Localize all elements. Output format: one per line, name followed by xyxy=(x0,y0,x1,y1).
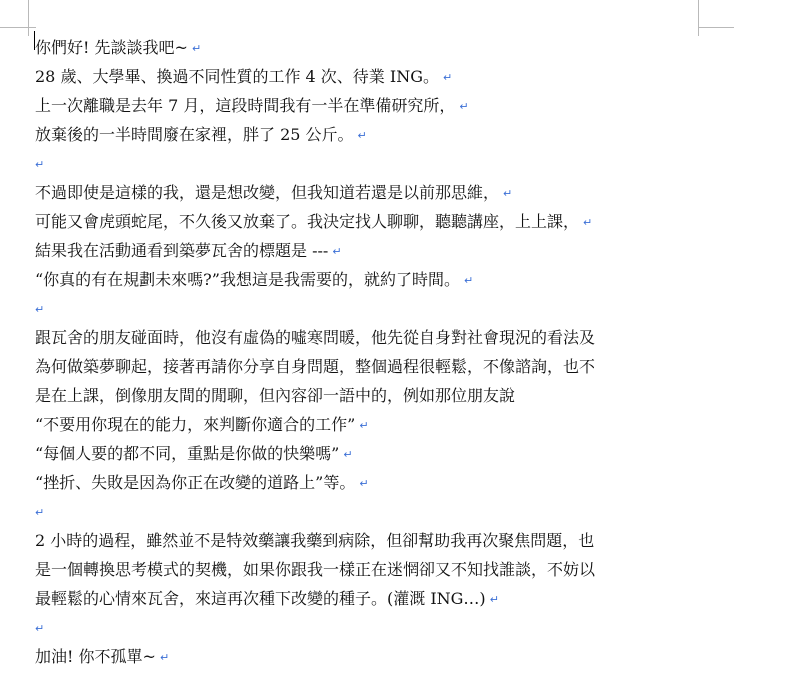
line-text: “不要用你現在的能力，來判斷你適合的工作” xyxy=(35,415,356,434)
document-body[interactable] xyxy=(35,33,715,671)
line-text: 為何做築夢聊起，接著再請你分享自身問題，整個過程很輕鬆，不像諮詢，也不 xyxy=(35,357,596,376)
text-line xyxy=(35,439,715,468)
line-text: 28 歲、大學畢、換過不同性質的工作 4 次、待業 ING。 xyxy=(35,67,439,86)
text-line xyxy=(35,526,715,555)
line-text: 是一個轉換思考模式的契機，如果你跟我一樣正在迷惘卻又不知找誰談，不妨以 xyxy=(35,560,596,579)
paragraph-mark-icon: ↵ xyxy=(489,593,499,606)
text-line xyxy=(35,120,715,149)
line-text: 可能又會虎頭蛇尾，不久後又放棄了。我決定找人聊聊，聽聽講座，上上課， xyxy=(35,212,580,231)
page-margin-corner-top-left xyxy=(0,0,36,36)
text-line xyxy=(35,410,715,439)
text-line xyxy=(35,236,715,265)
line-text: 2 小時的過程，雖然並不是特效藥讓我藥到病除，但卻幫助我再次聚焦問題，也 xyxy=(35,531,595,550)
paragraph-mark-icon: ↵ xyxy=(459,100,469,113)
line-text: “每個人要的都不同，重點是你做的快樂嗎” xyxy=(35,444,340,463)
paragraph-mark-icon: ↵ xyxy=(159,651,170,664)
text-line xyxy=(35,555,715,584)
paragraph-mark-icon: ↵ xyxy=(583,216,593,229)
empty-paragraph xyxy=(35,294,715,323)
paragraph-mark-icon: ↵ xyxy=(443,71,453,84)
paragraph-mark-icon: ↵ xyxy=(463,274,474,287)
line-text: 上一次離職是去年 7 月，這段時間我有一半在準備研究所， xyxy=(35,96,456,115)
paragraph-mark-icon: ↵ xyxy=(343,448,353,461)
paragraph-mark-icon: ↵ xyxy=(503,187,513,200)
paragraph-mark-icon: ↵ xyxy=(35,158,45,171)
line-text: 不過即使是這樣的我，還是想改變，但我知道若還是以前那思維， xyxy=(35,183,500,202)
text-line xyxy=(35,265,715,294)
page-margin-corner-top-right xyxy=(698,0,734,36)
text-line xyxy=(35,468,715,497)
line-text: “你真的有在規劃未來嗎?”我想這是我需要的，就約了時間。 xyxy=(35,270,460,289)
line-text: 跟瓦舍的朋友碰面時，他沒有虛偽的噓寒問暖，他先從自身對社會現況的看法及 xyxy=(35,328,596,347)
paragraph-mark-icon: ↵ xyxy=(35,303,45,316)
text-line xyxy=(35,91,715,120)
paragraph-mark-icon: ↵ xyxy=(191,42,202,55)
line-text: 是在上課，倒像朋友間的閒聊，但內容卻一語中的，例如那位朋友說 xyxy=(35,386,516,405)
text-line xyxy=(35,178,715,207)
paragraph-mark-icon: ↵ xyxy=(359,419,369,432)
text-line xyxy=(35,642,715,671)
line-text: 最輕鬆的心情來瓦舍，來這再次種下改變的種子。(灌溉 ING…) xyxy=(35,589,486,608)
line-text: 加油! 你不孤單~ xyxy=(35,647,156,666)
line-text: 結果我在活動通看到築夢瓦舍的標題是 --- xyxy=(35,241,329,260)
empty-paragraph xyxy=(35,149,715,178)
paragraph-mark-icon: ↵ xyxy=(35,506,45,519)
paragraph-mark-icon: ↵ xyxy=(357,129,367,142)
text-line xyxy=(35,584,715,613)
paragraph-mark-icon: ↵ xyxy=(332,245,342,258)
empty-paragraph xyxy=(35,497,715,526)
text-line xyxy=(35,33,715,62)
text-line xyxy=(35,62,715,91)
text-line xyxy=(35,352,715,381)
line-text: 放棄後的一半時間廢在家裡，胖了 25 公斤。 xyxy=(35,125,354,144)
line-text: “挫折、失敗是因為你正在改變的道路上”等。 xyxy=(35,473,356,492)
text-line xyxy=(35,381,715,410)
text-line xyxy=(35,207,715,236)
empty-paragraph xyxy=(35,613,715,642)
line-text: 你們好! 先談談我吧~ xyxy=(35,38,188,57)
paragraph-mark-icon: ↵ xyxy=(359,477,369,490)
paragraph-mark-icon: ↵ xyxy=(35,622,45,635)
text-line xyxy=(35,323,715,352)
